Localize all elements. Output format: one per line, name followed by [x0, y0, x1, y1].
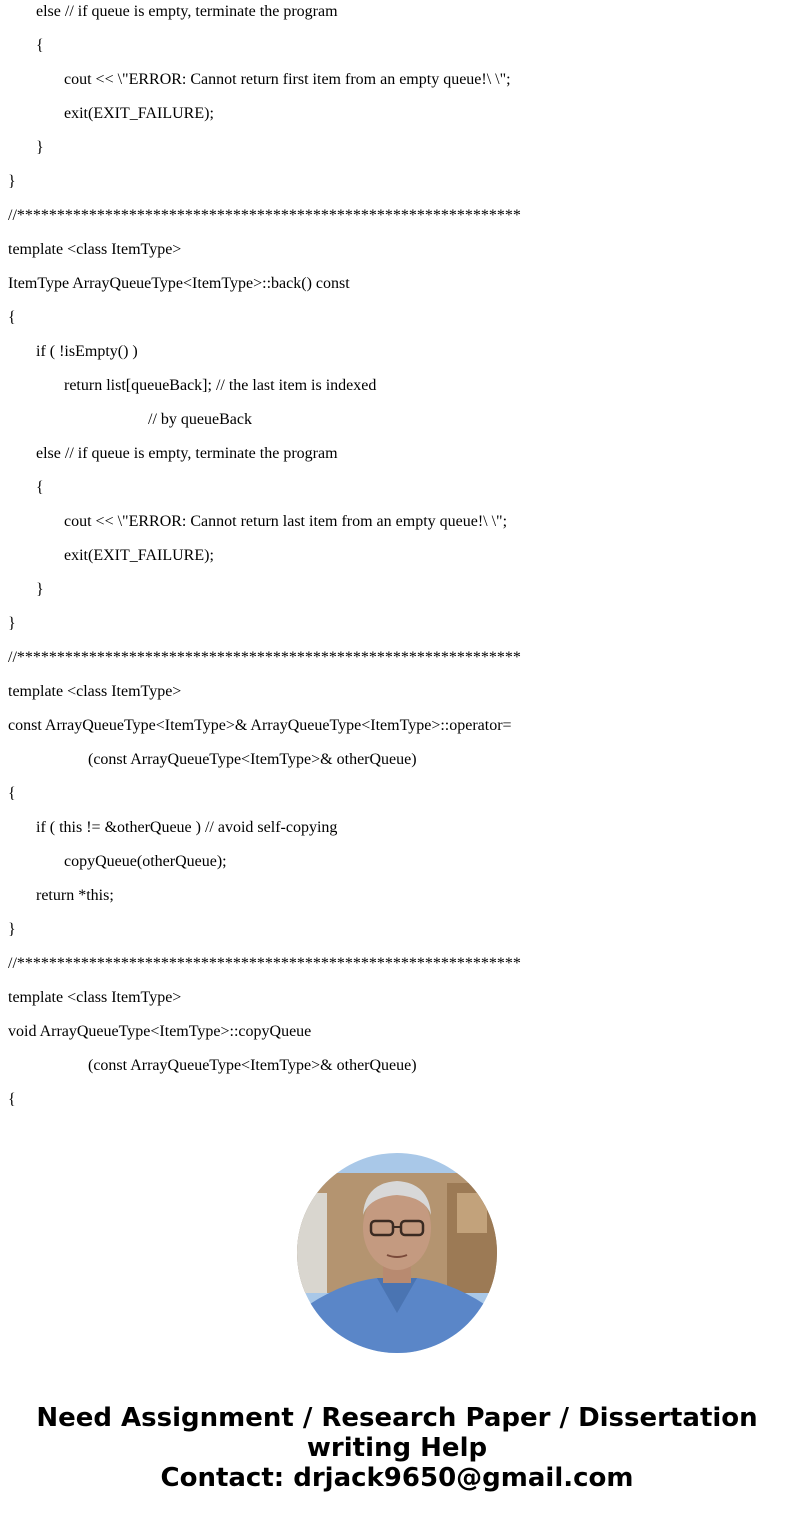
code-line: cout << \"ERROR: Cannot return first item from an empty queue!\ \"; — [64, 71, 511, 88]
code-line: } — [36, 581, 44, 598]
code-listing — [8, 0, 778, 1117]
code-line: else // if queue is empty, terminate the program — [36, 3, 338, 20]
code-line: //*************************************************************** — [8, 649, 521, 666]
promo-banner — [0, 1403, 794, 1493]
code-line: template <class ItemType> — [8, 241, 182, 258]
code-line: { — [8, 1091, 16, 1108]
code-line: const ArrayQueueType<ItemType>& ArrayQueueType<ItemType>::operator= — [8, 717, 512, 734]
code-line: } — [8, 921, 16, 938]
code-line: copyQueue(otherQueue); — [64, 853, 227, 870]
code-line: if ( !isEmpty() ) — [36, 343, 138, 360]
code-line: ItemType ArrayQueueType<ItemType>::back() const — [8, 275, 350, 292]
code-line: return list[queueBack]; // the last item is indexed — [64, 377, 377, 394]
code-line: { — [8, 309, 16, 326]
author-photo-icon — [297, 1153, 497, 1353]
code-line: if ( this != &otherQueue ) // avoid self-copying — [36, 819, 338, 836]
code-line: //*************************************************************** — [8, 207, 521, 224]
author-avatar — [297, 1153, 497, 1353]
code-line: template <class ItemType> — [8, 989, 182, 1006]
code-line: { — [8, 785, 16, 802]
code-line: else // if queue is empty, terminate the program — [36, 445, 338, 462]
code-line: return *this; — [36, 887, 114, 904]
code-line: exit(EXIT_FAILURE); — [64, 547, 214, 564]
code-line: // by queueBack — [148, 411, 252, 428]
code-line: void ArrayQueueType<ItemType>::copyQueue — [8, 1023, 312, 1040]
code-line: //*************************************************************** — [8, 955, 521, 972]
code-line: { — [36, 479, 44, 496]
promo-contact: Contact: drjack9650@gmail.com — [160, 1463, 634, 1493]
code-line: } — [8, 173, 16, 190]
promo-line-1: Need Assignment / Research Paper / Dissertation — [36, 1403, 758, 1433]
code-line: (const ArrayQueueType<ItemType>& otherQueue) — [88, 1057, 417, 1074]
promo-line-2: writing Help — [306, 1433, 488, 1463]
code-line: } — [36, 139, 44, 156]
code-line: exit(EXIT_FAILURE); — [64, 105, 214, 122]
code-line: { — [36, 37, 44, 54]
code-line: (const ArrayQueueType<ItemType>& otherQueue) — [88, 751, 417, 768]
code-line: cout << \"ERROR: Cannot return last item from an empty queue!\ \"; — [64, 513, 508, 530]
code-line: template <class ItemType> — [8, 683, 182, 700]
code-line: } — [8, 615, 16, 632]
